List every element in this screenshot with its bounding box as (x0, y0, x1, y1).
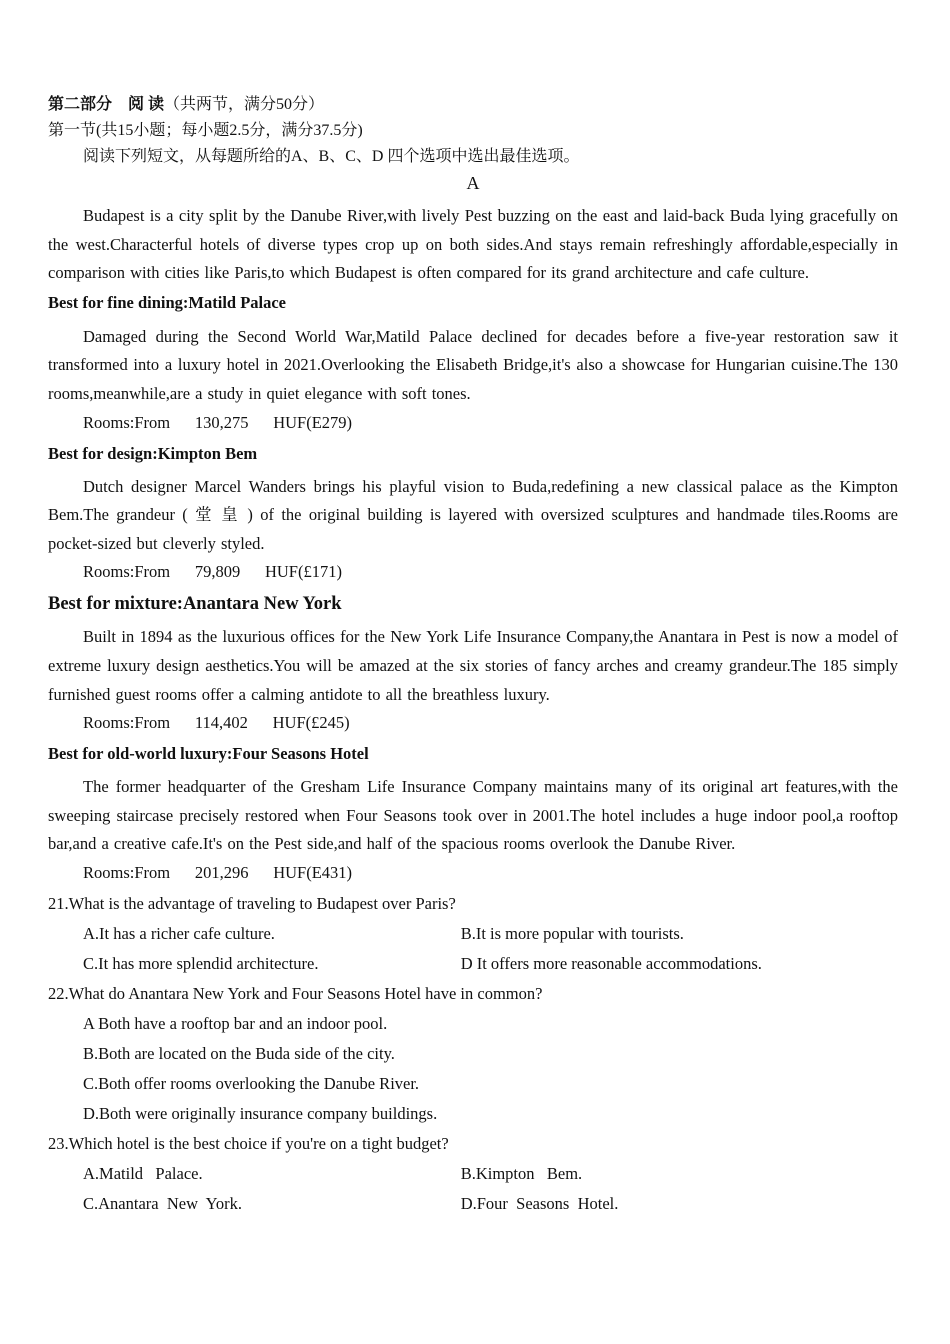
hotel-heading-matild: Best for fine dining:Matild Palace (48, 292, 287, 312)
passage-intro: Budapest is a city split by the Danube River,with lively Pest buzzing on the east and laid-back Buda lying gracefully on the west.Characterful hotels of diverse types crop up on both sides.And stays remain refreshingly affordable,especially in comparison with cities like Paris,to which Budapest is often compared for its grand architecture and cafe culture. (48, 206, 898, 283)
question-23-stem: 23.Which hotel is the best choice if you're on a tight budget? (48, 1133, 449, 1153)
hotel-heading-kimpton: Best for design:Kimpton Bem (48, 443, 258, 463)
section-title-bold: 第二部分 阅 读 (48, 96, 165, 113)
part-one-header: 第一节(共15小题；每小题2.5分，满分37.5分) (48, 122, 363, 139)
hotel-heading-four-seasons: Best for old-world luxury:Four Seasons Hotel (48, 744, 369, 764)
question-21-options-ab (48, 919, 898, 949)
section-title-note: （共两节，满分50分） (164, 96, 325, 113)
question-22-option-c: C.Both offer rooms overlooking the Danube River. (83, 1073, 420, 1093)
hotel-heading-anantara: Best for mixture:Anantara New York (48, 594, 342, 615)
question-21-option-d: D It offers more reasonable accommodations. (460, 953, 762, 973)
exam-page (48, 92, 898, 1219)
hotel-text-matild: Damaged during the Second World War,Matild Palace declined for decades before a five-year restoration saw it transformed into a luxury hotel in 2021.Overlooking the Elisabeth Bridge,it's also a showcase for Hungarian cuisine.The 130 rooms,meanwhile,are a study in quiet elegance with soft tones. (48, 326, 898, 403)
hotel-rooms-matild: Rooms:From 130,275 HUF(E279) (83, 412, 353, 432)
question-21-option-c: C.It has more splendid architecture. (83, 953, 319, 973)
question-22-stem: 22.What do Anantara New York and Four Seasons Hotel have in common? (48, 983, 543, 1003)
question-21-options-cd (48, 949, 898, 979)
question-23-option-a: A.Matild Palace. (83, 1163, 203, 1183)
question-22-option-b: B.Both are located on the Buda side of the city. (83, 1043, 395, 1063)
hotel-rooms-kimpton: Rooms:From 79,809 HUF(£171) (83, 562, 342, 582)
question-21 (48, 889, 898, 979)
question-23-option-b: B.Kimpton Bem. (460, 1163, 583, 1183)
question-23-option-c: C.Anantara New York. (83, 1193, 243, 1213)
passage-letter: A (466, 173, 480, 193)
question-23-option-d: D.Four Seasons Hotel. (460, 1193, 619, 1213)
hotel-text-four-seasons: The former headquarter of the Gresham Life Insurance Company maintains many of its original art features,with the sweeping staircase precisely restored when Four Seasons took over in 2001.The hotel includes a huge indoor pool,a rooftop bar,and a creative cafe.It's on the Pest side,and half of the spacious rooms overlook the Danube River. (48, 777, 898, 854)
hotel-text-anantara: Built in 1894 as the luxurious offices for the New York Life Insurance Company,the Anantara in Pest is now a model of extreme luxury design aesthetics.You will be amazed at the six stories of fancy arches and creamy grandeur.The 185 simply furnished guest rooms offer a calming antidote to all the breathless luxury. (48, 627, 898, 704)
question-23-options-ab (48, 1159, 898, 1189)
question-22 (48, 979, 898, 1129)
instruction-text: 阅读下列短文，从每题所给的A、B、C、D 四个选项中选出最佳选项。 (83, 148, 580, 165)
question-22-option-a: A Both have a rooftop bar and an indoor pool. (83, 1013, 388, 1033)
hotel-rooms-anantara: Rooms:From 114,402 HUF(£245) (83, 713, 350, 733)
hotel-rooms-four-seasons: Rooms:From 201,296 HUF(E431) (83, 862, 353, 882)
question-21-stem: 21.What is the advantage of traveling to Budapest over Paris? (48, 893, 456, 913)
section-title (48, 92, 898, 118)
question-21-option-a: A.It has a richer cafe culture. (83, 923, 275, 943)
hotel-text-kimpton: Dutch designer Marcel Wanders brings his playful vision to Buda,redefining a new classical palace as the Kimpton Bem.The grandeur ( 堂 皇 ) of the original building is layered with oversized sculptures and handmade tiles.Rooms are pocket-sized but cleverly styled. (48, 476, 898, 553)
question-22-option-d: D.Both were originally insurance company buildings. (83, 1103, 438, 1123)
question-23 (48, 1129, 898, 1219)
question-23-options-cd (48, 1189, 898, 1219)
question-21-option-b: B.It is more popular with tourists. (460, 923, 684, 943)
